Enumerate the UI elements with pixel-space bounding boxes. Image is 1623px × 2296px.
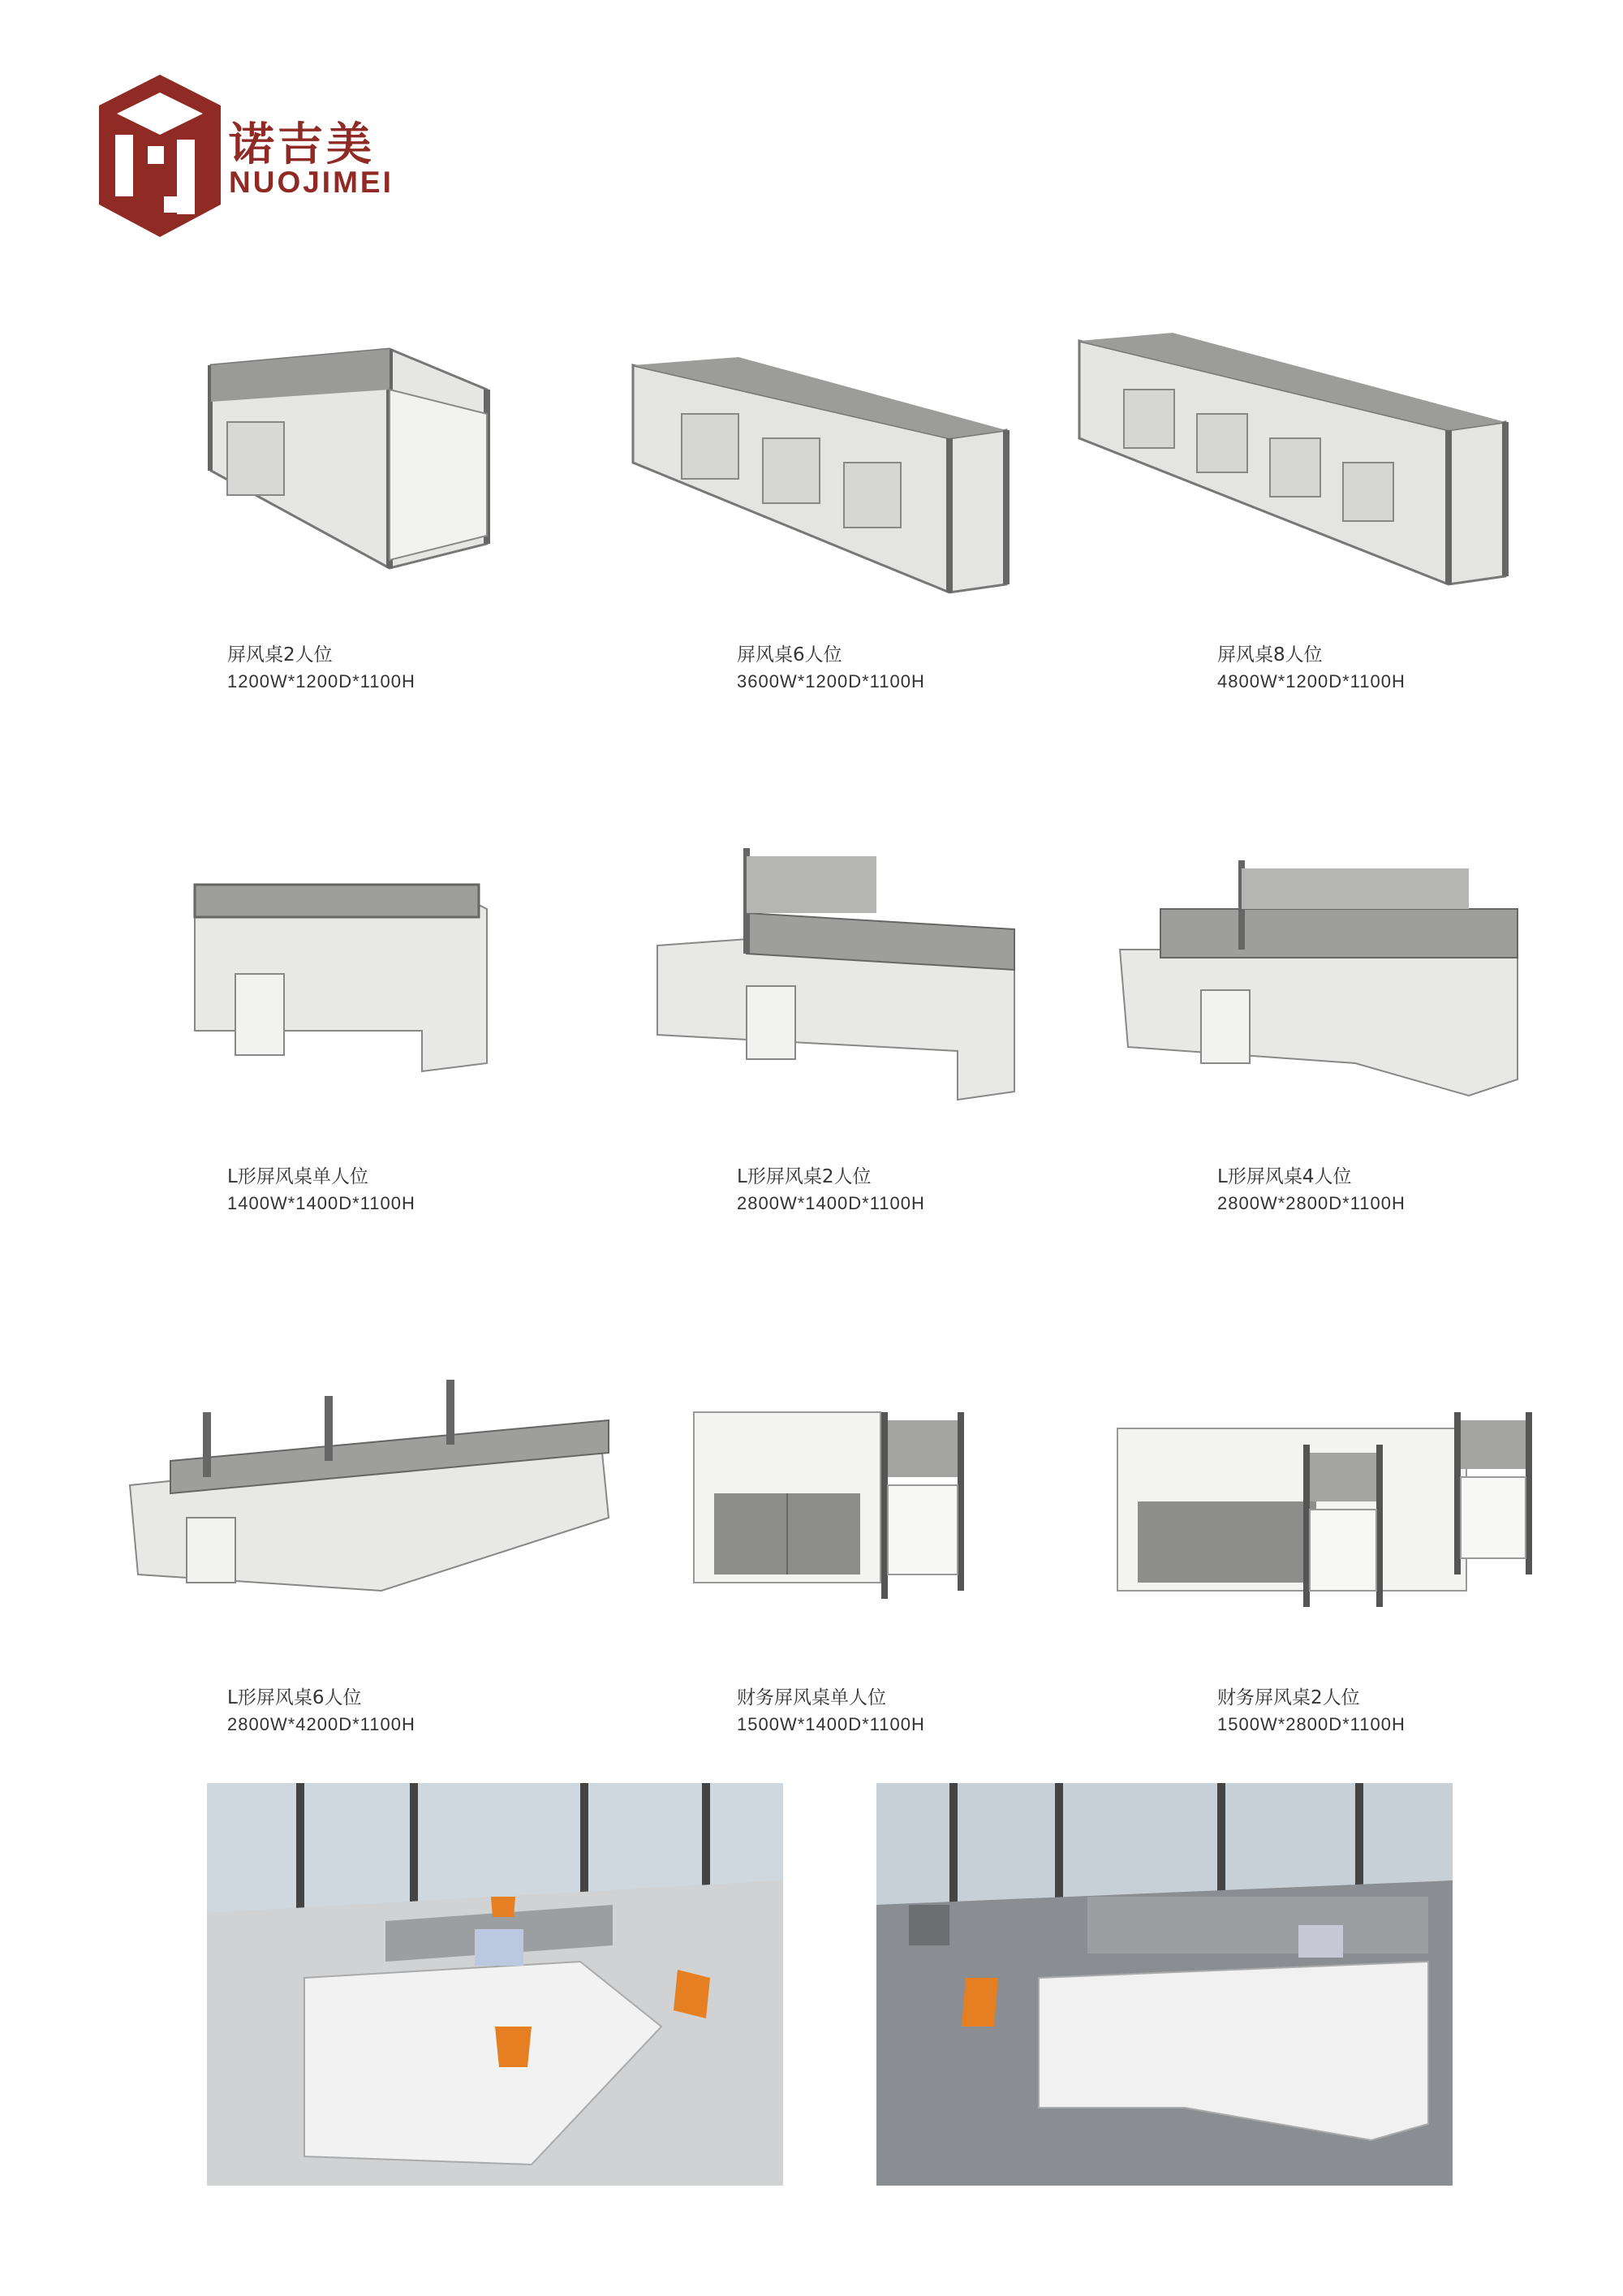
product-dimensions: 2800W*4200D*1100H bbox=[227, 1714, 415, 1734]
product-dimensions: 1400W*1400D*1100H bbox=[227, 1193, 415, 1213]
product-dimensions: 2800W*2800D*1100H bbox=[1217, 1193, 1406, 1213]
brand-logo bbox=[99, 75, 440, 237]
product-dimensions: 3600W*1200D*1100H bbox=[737, 671, 925, 691]
product-image-1 bbox=[187, 308, 641, 690]
product-caption-3 bbox=[1217, 641, 1558, 695]
product-name: 屏风桌2人位 bbox=[227, 644, 333, 666]
product-name: L形屏风桌4人位 bbox=[1217, 1166, 1352, 1187]
product-dimensions: 1500W*1400D*1100H bbox=[737, 1714, 925, 1734]
product-name: L形屏风桌2人位 bbox=[737, 1166, 872, 1187]
product-dimensions: 1500W*2800D*1100H bbox=[1217, 1714, 1406, 1734]
brand-name-en: NUOJIMEI bbox=[229, 166, 394, 199]
product-caption-4 bbox=[227, 1163, 568, 1217]
product-name: 屏风桌6人位 bbox=[737, 644, 842, 666]
product-caption-5 bbox=[737, 1163, 1078, 1217]
brand-name-cn: 诺吉美 bbox=[229, 118, 375, 171]
product-caption-7 bbox=[227, 1684, 568, 1738]
product-dimensions: 2800W*1400D*1100H bbox=[737, 1193, 925, 1213]
cube-logo-icon bbox=[99, 75, 221, 237]
product-caption-9 bbox=[1217, 1684, 1558, 1738]
product-name: L形屏风桌6人位 bbox=[227, 1687, 362, 1708]
product-dimensions: 4800W*1200D*1100H bbox=[1217, 671, 1406, 691]
product-name: L形屏风桌单人位 bbox=[227, 1166, 368, 1187]
product-name: 屏风桌8人位 bbox=[1217, 644, 1323, 666]
product-caption-1 bbox=[227, 641, 568, 695]
office-scene-photo-right bbox=[876, 1783, 1453, 2186]
product-caption-2 bbox=[737, 641, 1078, 695]
product-caption-6 bbox=[1217, 1163, 1558, 1217]
product-name: 财务屏风桌单人位 bbox=[737, 1687, 886, 1708]
office-scene-photo-left bbox=[207, 1783, 783, 2186]
product-caption-8 bbox=[737, 1684, 1078, 1738]
product-name: 财务屏风桌2人位 bbox=[1217, 1687, 1360, 1708]
product-dimensions: 1200W*1200D*1100H bbox=[227, 671, 415, 691]
